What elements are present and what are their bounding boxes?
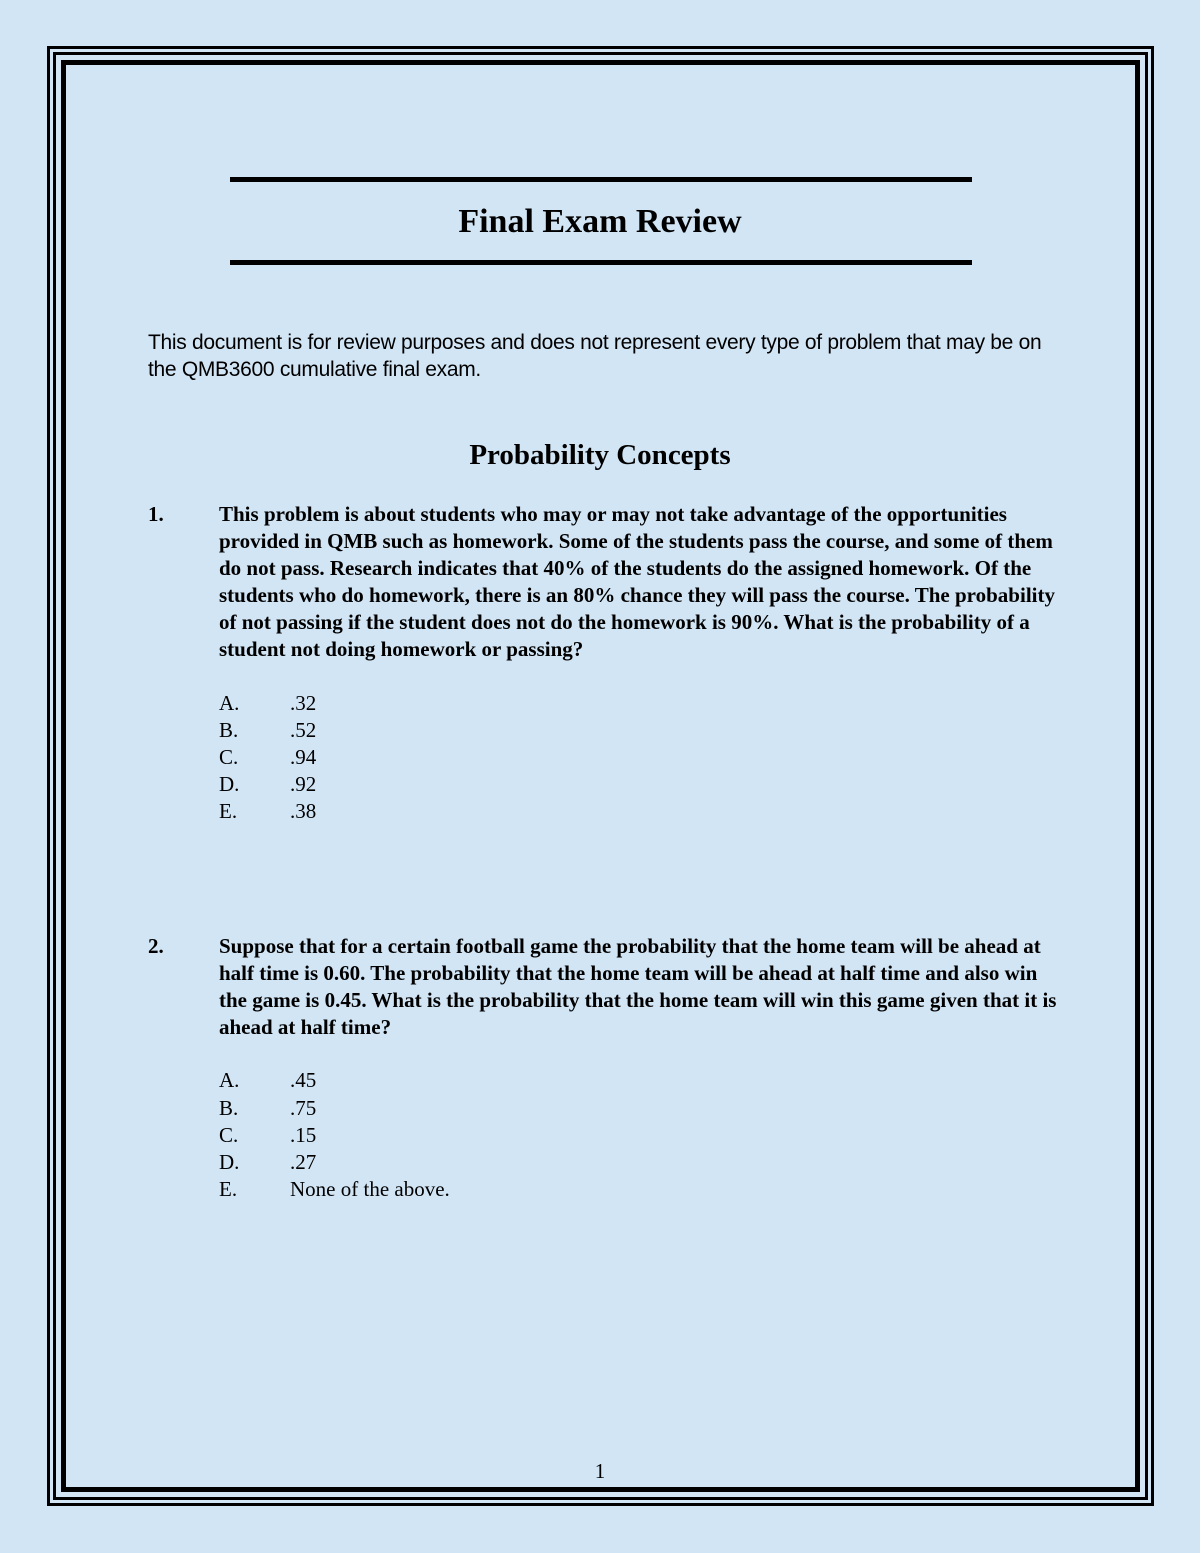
option-letter: E. bbox=[219, 799, 238, 824]
option-value: .45 bbox=[290, 1068, 317, 1093]
question-2 bbox=[148, 933, 1068, 1203]
option-value: .27 bbox=[290, 1149, 317, 1174]
answer-option bbox=[219, 1122, 1068, 1149]
option-value: None of the above. bbox=[290, 1177, 450, 1202]
answer-option bbox=[219, 1149, 1068, 1176]
question-1 bbox=[148, 501, 1068, 826]
option-letter: D. bbox=[219, 1149, 240, 1174]
option-letter: E. bbox=[219, 1177, 238, 1202]
option-value: .38 bbox=[290, 799, 317, 824]
answer-option bbox=[219, 798, 1068, 825]
question-number: 1. bbox=[148, 502, 164, 526]
answer-option bbox=[219, 690, 1068, 717]
title-rule-bottom bbox=[230, 260, 972, 265]
option-letter: A. bbox=[219, 1068, 240, 1093]
option-value: .52 bbox=[290, 717, 317, 742]
question-text: Suppose that for a certain football game the probability that the home team will be ahead at half time is 0.60. The probability that the home team will be ahead at half time and also win the game is 0.45. What is the probability that the home team will win this game given that it is ahead at half time? bbox=[219, 934, 1057, 1040]
answer-options bbox=[219, 1067, 1068, 1203]
question-text: This problem is about students who may or may not take advantage of the opportunities provided in QMB such as homework. Some of the students pass the course, and some of them do not pass. Research indicates that 40% of the students do the assigned homework. Of the students who do homework, there is an 80% chance they will pass the course. The probability of not passing if the student does not do the homework is 90%. What is the probability of a student not doing homework or passing? bbox=[219, 502, 1055, 662]
option-letter: B. bbox=[219, 1095, 239, 1120]
answer-option bbox=[219, 744, 1068, 771]
option-letter: C. bbox=[219, 744, 239, 769]
option-value: .75 bbox=[290, 1095, 317, 1120]
option-value: .92 bbox=[290, 772, 317, 797]
section-title: Probability Concepts bbox=[469, 439, 731, 471]
option-letter: D. bbox=[219, 772, 240, 797]
intro-paragraph: This document is for review purposes and does not represent every type of problem that may be on the QMB3600 cumulative final exam. bbox=[148, 331, 1042, 381]
question-number: 2. bbox=[148, 934, 164, 958]
option-value: .15 bbox=[290, 1122, 317, 1147]
option-letter: B. bbox=[219, 717, 239, 742]
title-rule-top bbox=[230, 177, 972, 182]
document-title: Final Exam Review bbox=[458, 203, 742, 240]
answer-option bbox=[219, 1067, 1068, 1094]
page-number: 1 bbox=[594, 1459, 606, 1483]
answer-options bbox=[219, 690, 1068, 826]
option-letter: C. bbox=[219, 1122, 239, 1147]
option-letter: A. bbox=[219, 690, 240, 715]
option-value: .32 bbox=[290, 690, 317, 715]
answer-option bbox=[219, 1176, 1068, 1203]
answer-option bbox=[219, 1095, 1068, 1122]
answer-option bbox=[219, 717, 1068, 744]
answer-option bbox=[219, 771, 1068, 798]
option-value: .94 bbox=[290, 744, 317, 769]
